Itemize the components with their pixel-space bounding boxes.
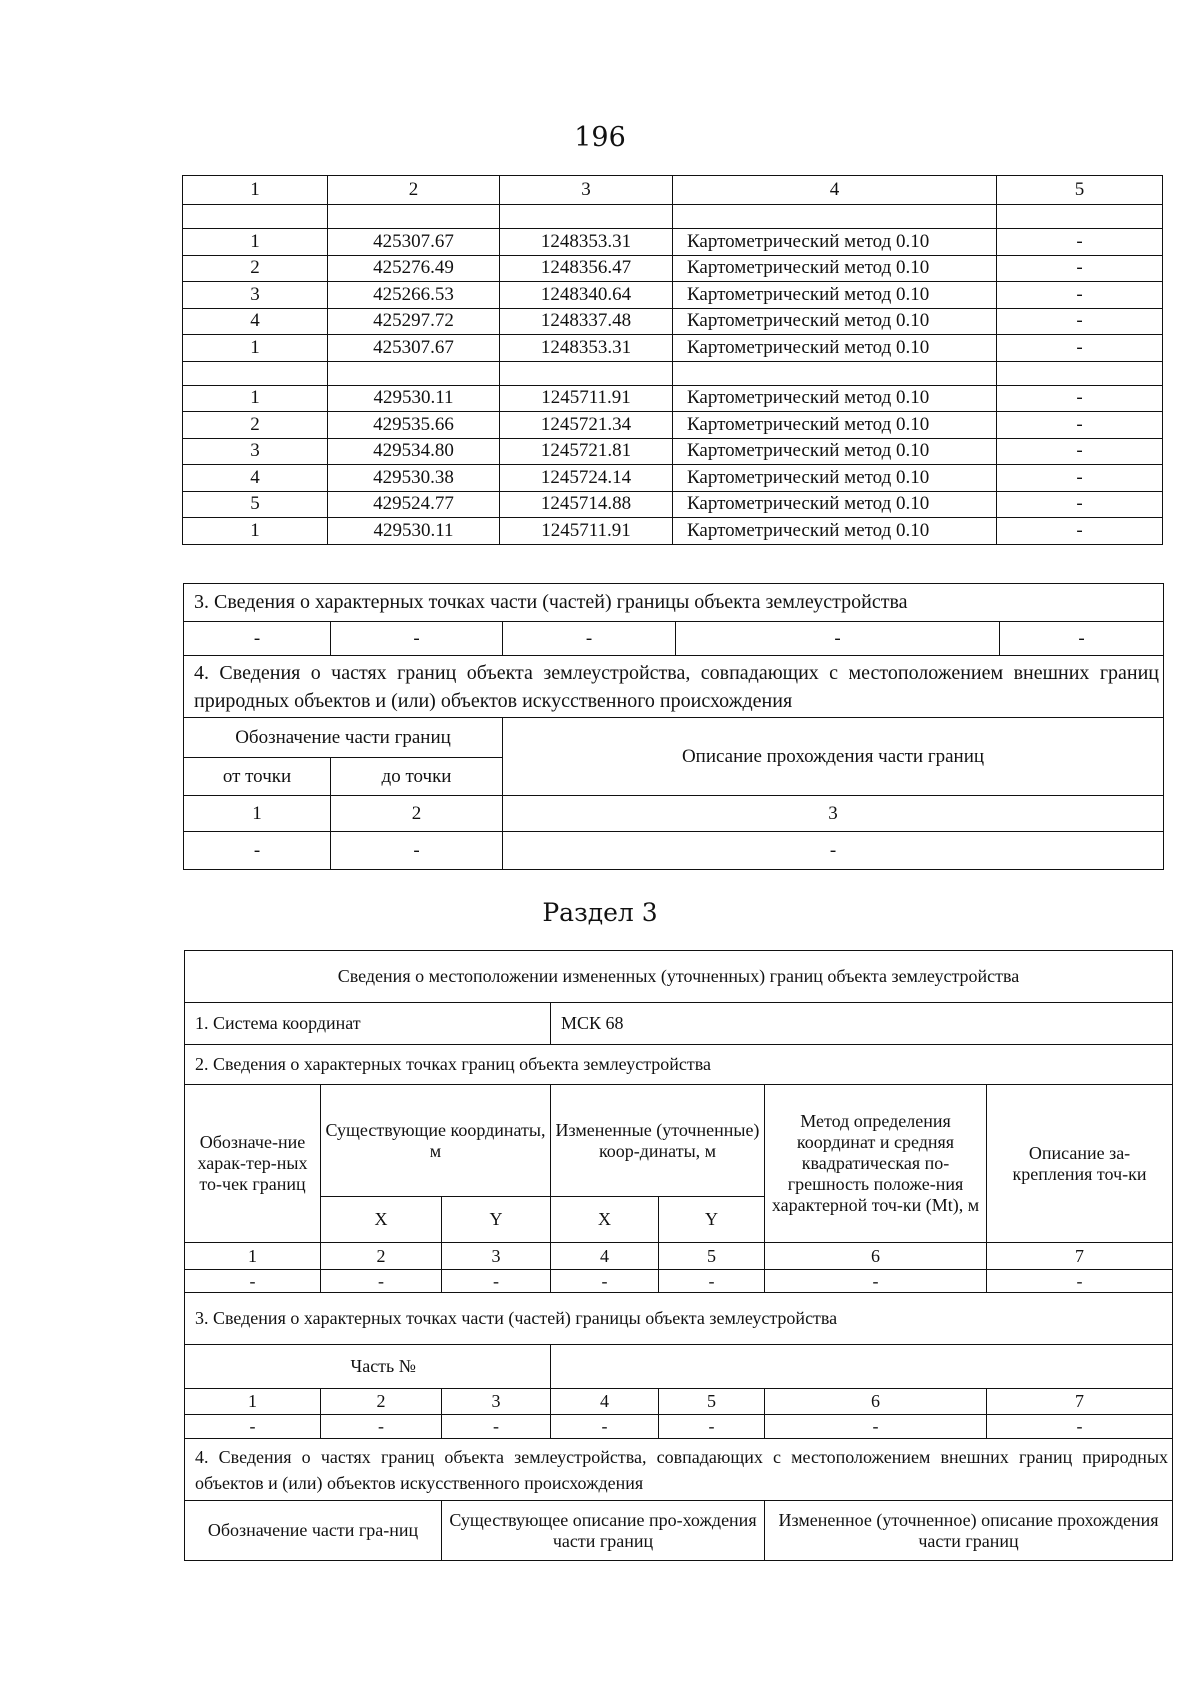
cell: 1 <box>183 518 328 545</box>
cell: - <box>1000 622 1164 656</box>
cell: - <box>659 1415 765 1439</box>
boundary-parts-section-title: 4. Сведения о частях границ объекта землеустройства, совпадающих с местоположением внешних границ природных объектов и (или) объектов искусственного происхождения <box>185 1439 1173 1501</box>
table-row <box>183 465 1163 492</box>
cell: 1 <box>184 796 331 832</box>
cell: 429535.66 <box>328 412 500 439</box>
cell: - <box>551 1270 659 1293</box>
cell: - <box>442 1415 551 1439</box>
from-point-header: от точки <box>184 758 331 796</box>
cell <box>673 361 997 385</box>
cell: 1 <box>185 1389 321 1415</box>
table-row <box>184 796 1164 832</box>
method-column-header: Метод определения координат и средняя квадратическая по-грешность положе-ния характерной точ-ки (Mt), м <box>765 1085 987 1243</box>
table-row <box>183 229 1163 256</box>
group-separator-row <box>183 205 1163 229</box>
cell: 2 <box>183 412 328 439</box>
existing-description-header: Существующее описание про-хождения части границ <box>442 1501 765 1561</box>
cell <box>997 361 1163 385</box>
designation-column-header: Обозначе-ние харак-тер-ных то-чек границ <box>185 1085 321 1243</box>
existing-coords-header: Существующие координаты, м <box>321 1085 551 1197</box>
cell: Картометрический метод 0.10 <box>673 465 997 492</box>
cell: - <box>503 832 1164 870</box>
table-row <box>185 1270 1173 1293</box>
cell: - <box>321 1415 442 1439</box>
cell: 6 <box>765 1389 987 1415</box>
cell: - <box>185 1415 321 1439</box>
cell: - <box>765 1270 987 1293</box>
cell <box>185 1345 321 1389</box>
cell: 1 <box>183 229 328 256</box>
cell: Картометрический метод 0.10 <box>673 282 997 309</box>
cell: 3 <box>503 796 1164 832</box>
changed-description-header: Измененное (уточненное) описание прохождения части границ <box>765 1501 1173 1561</box>
cell: - <box>997 335 1163 362</box>
cell <box>328 205 500 229</box>
cell <box>183 361 328 385</box>
cell: 5 <box>659 1389 765 1415</box>
cell: 3 <box>442 1389 551 1415</box>
cell: 429530.38 <box>328 465 500 492</box>
cell: - <box>551 1415 659 1439</box>
cell: 4 <box>551 1243 659 1270</box>
designation-footer-header: Обозначение части гра-ниц <box>185 1501 442 1561</box>
cell: - <box>987 1415 1173 1439</box>
cell: - <box>997 465 1163 492</box>
cell <box>500 361 673 385</box>
cell: 1245721.34 <box>500 412 673 439</box>
cell: - <box>659 1270 765 1293</box>
cell: Картометрический метод 0.10 <box>673 308 997 335</box>
cell: 429534.80 <box>328 438 500 465</box>
cell: 2 <box>321 1389 442 1415</box>
section-3-title: Сведения о местоположении измененных (уточненных) границ объекта землеустройства <box>185 951 1173 1003</box>
part-points-section-title: 3. Сведения о характерных точках части (частей) границы объекта землеустройства <box>185 1293 1173 1345</box>
cell: Картометрический метод 0.10 <box>673 491 997 518</box>
section-heading: Раздел 3 <box>542 898 658 927</box>
cell: 425307.67 <box>328 335 500 362</box>
cell: 429530.11 <box>328 518 500 545</box>
cell: 429524.77 <box>328 491 500 518</box>
cell: - <box>997 229 1163 256</box>
cell: - <box>997 518 1163 545</box>
cell: Картометрический метод 0.10 <box>673 438 997 465</box>
x-header: X <box>321 1197 442 1243</box>
part-label: Часть № <box>321 1345 551 1389</box>
table-row <box>183 438 1163 465</box>
section-3-table <box>184 950 1173 1561</box>
part-value <box>551 1345 1173 1389</box>
cell: 3 <box>183 282 328 309</box>
cell: - <box>997 308 1163 335</box>
cell: 1245724.14 <box>500 465 673 492</box>
table-row <box>183 412 1163 439</box>
description-header: Описание прохождения части границ <box>503 718 1164 796</box>
cell: 7 <box>987 1243 1173 1270</box>
cell: - <box>997 282 1163 309</box>
cell: - <box>997 255 1163 282</box>
cell: Картометрический метод 0.10 <box>673 518 997 545</box>
designation-header: Обозначение части границ <box>184 718 503 758</box>
cell: Картометрический метод 0.10 <box>673 385 997 412</box>
cell: 429530.11 <box>328 385 500 412</box>
column-index: 2 <box>328 176 500 205</box>
cell: 1 <box>183 385 328 412</box>
cell: 2 <box>321 1243 442 1270</box>
cell <box>500 205 673 229</box>
cell: 6 <box>765 1243 987 1270</box>
cell: 425266.53 <box>328 282 500 309</box>
cell: 425297.72 <box>328 308 500 335</box>
section-3-title: 3. Сведения о характерных точках части (частей) границы объекта землеустройства <box>184 584 1164 622</box>
cell: 1 <box>185 1243 321 1270</box>
cell: - <box>184 832 331 870</box>
table-row <box>184 622 1164 656</box>
cell: - <box>185 1270 321 1293</box>
cell: 2 <box>183 255 328 282</box>
page-number: 196 <box>574 122 626 153</box>
cell: 425307.67 <box>328 229 500 256</box>
cell: Картометрический метод 0.10 <box>673 412 997 439</box>
group-separator-row <box>183 361 1163 385</box>
column-index: 3 <box>500 176 673 205</box>
table-row <box>183 491 1163 518</box>
cell: 2 <box>331 796 503 832</box>
cell <box>997 205 1163 229</box>
cell: 1 <box>183 335 328 362</box>
cell: 4 <box>551 1389 659 1415</box>
cell <box>183 205 328 229</box>
cell: 5 <box>183 491 328 518</box>
cell: 1248353.31 <box>500 229 673 256</box>
cell: 1248356.47 <box>500 255 673 282</box>
table-row <box>183 518 1163 545</box>
coordinates-table <box>182 175 1163 545</box>
table-row <box>185 1389 1173 1415</box>
section-4-title: 4. Сведения о частях границ объекта землеустройства, совпадающих с местоположением внешних границ природных объектов и (или) объектов искусственного происхождения <box>184 656 1164 718</box>
cell: 3 <box>442 1243 551 1270</box>
cell: Картометрический метод 0.10 <box>673 255 997 282</box>
coord-system-label: 1. Система координат <box>185 1003 551 1045</box>
cell: - <box>997 385 1163 412</box>
cell: - <box>331 832 503 870</box>
table-row <box>185 1243 1173 1270</box>
y-header: Y <box>659 1197 765 1243</box>
cell: 1245721.81 <box>500 438 673 465</box>
cell: 1245711.91 <box>500 385 673 412</box>
cell: 4 <box>183 308 328 335</box>
cell: 7 <box>987 1389 1173 1415</box>
cell: - <box>987 1270 1173 1293</box>
cell: - <box>997 438 1163 465</box>
cell: - <box>442 1270 551 1293</box>
cell: - <box>184 622 331 656</box>
cell: - <box>321 1270 442 1293</box>
cell: Картометрический метод 0.10 <box>673 335 997 362</box>
cell <box>328 361 500 385</box>
table-row <box>183 255 1163 282</box>
column-index: 1 <box>183 176 328 205</box>
table-row <box>183 335 1163 362</box>
cell: - <box>997 491 1163 518</box>
coord-system-value: МСК 68 <box>551 1003 1173 1045</box>
cell: - <box>765 1415 987 1439</box>
points-section-title: 2. Сведения о характерных точках границ объекта землеустройства <box>185 1045 1173 1085</box>
cell: 3 <box>183 438 328 465</box>
cell: Картометрический метод 0.10 <box>673 229 997 256</box>
cell: 1245714.88 <box>500 491 673 518</box>
y-header: Y <box>442 1197 551 1243</box>
cell: 4 <box>183 465 328 492</box>
cell: 1248353.31 <box>500 335 673 362</box>
column-index: 5 <box>997 176 1163 205</box>
cell: - <box>676 622 1000 656</box>
cell: - <box>331 622 503 656</box>
cell: 5 <box>659 1243 765 1270</box>
cell: - <box>503 622 676 656</box>
cell <box>673 205 997 229</box>
description-column-header: Описание за-крепления точ-ки <box>987 1085 1173 1243</box>
to-point-header: до точки <box>331 758 503 796</box>
table-row <box>183 308 1163 335</box>
cell: 1248340.64 <box>500 282 673 309</box>
table-row <box>183 385 1163 412</box>
cell: 425276.49 <box>328 255 500 282</box>
cell: 1248337.48 <box>500 308 673 335</box>
table-header-row <box>183 176 1163 205</box>
column-index: 4 <box>673 176 997 205</box>
cell: - <box>997 412 1163 439</box>
table-row <box>184 832 1164 870</box>
table-row <box>183 282 1163 309</box>
table-row <box>185 1415 1173 1439</box>
boundary-parts-table <box>183 583 1164 870</box>
cell: 1245711.91 <box>500 518 673 545</box>
changed-coords-header: Измененные (уточненные) коор-динаты, м <box>551 1085 765 1197</box>
x-header: X <box>551 1197 659 1243</box>
